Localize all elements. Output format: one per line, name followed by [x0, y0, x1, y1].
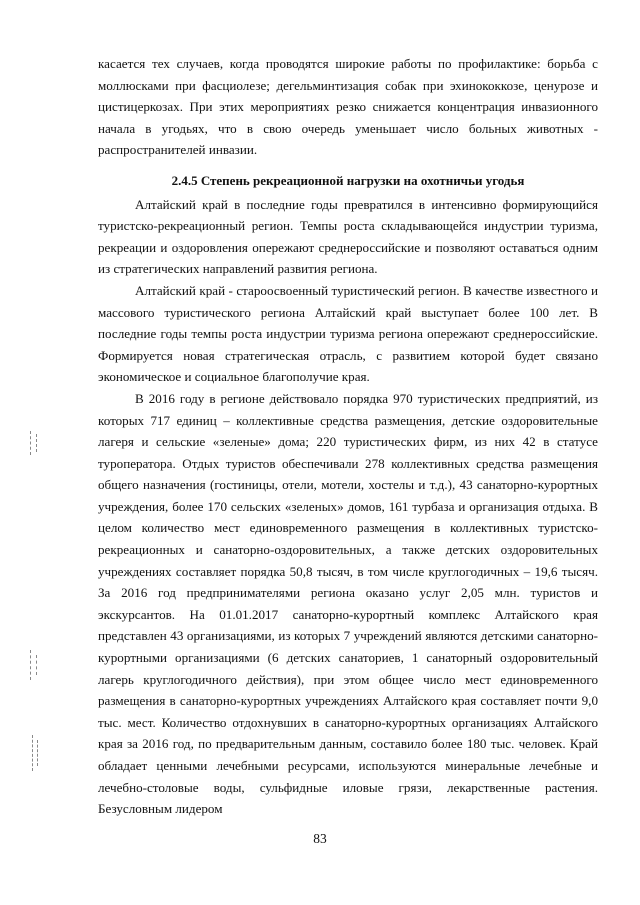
scan-artifact	[32, 735, 33, 771]
paragraph: Алтайский край в последние годы превратился в интенсивно формирующийся туристско-рекреационный регион. Темпы роста складывающейся индустрии туризма, рекреации и оздоровления опережают среднероссийские и позволяют оставаться одним из стратегических направлений развития региона.	[98, 196, 598, 277]
section-heading: 2.4.5 Степень рекреационной нагрузки на охотничьи угодья	[171, 172, 525, 188]
paragraph: Алтайский край - староосвоенный туристический регион. В качестве известного и массового туристического региона Алтайский край выступает более 100 лет. В последние годы темпы роста индустрии туризма региона опережают среднероссийские. Формируется новая стратегическая отрасль, с развитием которой будет связано экономическое и социальное благополучие края.	[98, 282, 598, 385]
scan-artifact	[30, 650, 31, 680]
scan-artifact	[36, 434, 37, 452]
page-number: 83	[313, 831, 327, 846]
paragraph: В 2016 году в регионе действовало порядка 970 туристических предприятий, из которых 717 единиц – коллективные средства размещения, детские оздоровительные лагеря и сельские «зеленые» дома; 220 туристических фирм, из них 42 в статусе туроператора. Отдых туристов обеспечивали 278 коллективных средства размещения общего назначения (гостиницы, отели, мотели, хостелы и т.д.), 43 санаторно-курортных учреждения, более 170 сельских «зеленых» домов, 161 турбаза и организация отдыха. В целом количество мест единовременного размещения в коллективных туристско-рекреационных и санаторно-оздоровительных, а также детских оздоровительных учреждениях составляет порядка 50,8 тысяч, в том числе круглогодичных – 19,6 тысяч. За 2016 год предпринимателями региона оказано услуг 2,05 млн. туристов и экскурсантов. На 01.01.2017 санаторно-курортный комплекс Алтайского края представлен 43 организациями, из которых 7 учреждений являются детскими санаторно-курортными организациями (6 детских санаториев, 1 санаторный оздоровительный лагерь круглогодичного действия), при этом общее число мест единовременного размещения в санаторно-курортных учреждениях Алтайского края составляет почти 9,0 тыс. мест. Количество отдохнувших в санаторно-курортных организациях Алтайского края за 2016 год, по предварительным данным, составило более 180 тыс. человек. Край обладает ценными лечебными ресурсами, используются минеральные лечебные и лечебно-столовые воды, сульфидные иловые грязи, лекарственные растения. Безусловным лидером	[98, 390, 598, 817]
body-text	[98, 53, 598, 820]
scan-artifact	[30, 431, 31, 455]
scan-artifact	[37, 740, 38, 766]
paragraph-continuation: касается тех случаев, когда проводятся широкие работы по профилактике: борьба с моллюсками при фасциолезе; дегельминтизация собак при эхинококкозе, ценурозе и цистицеркозах. При этих мероприятиях резко снижается концентрация инвазионного начала в угодьях, что в свою очередь уменьшает число больных животных - распространителей инвазии.	[98, 56, 598, 158]
scan-artifact	[36, 655, 37, 675]
